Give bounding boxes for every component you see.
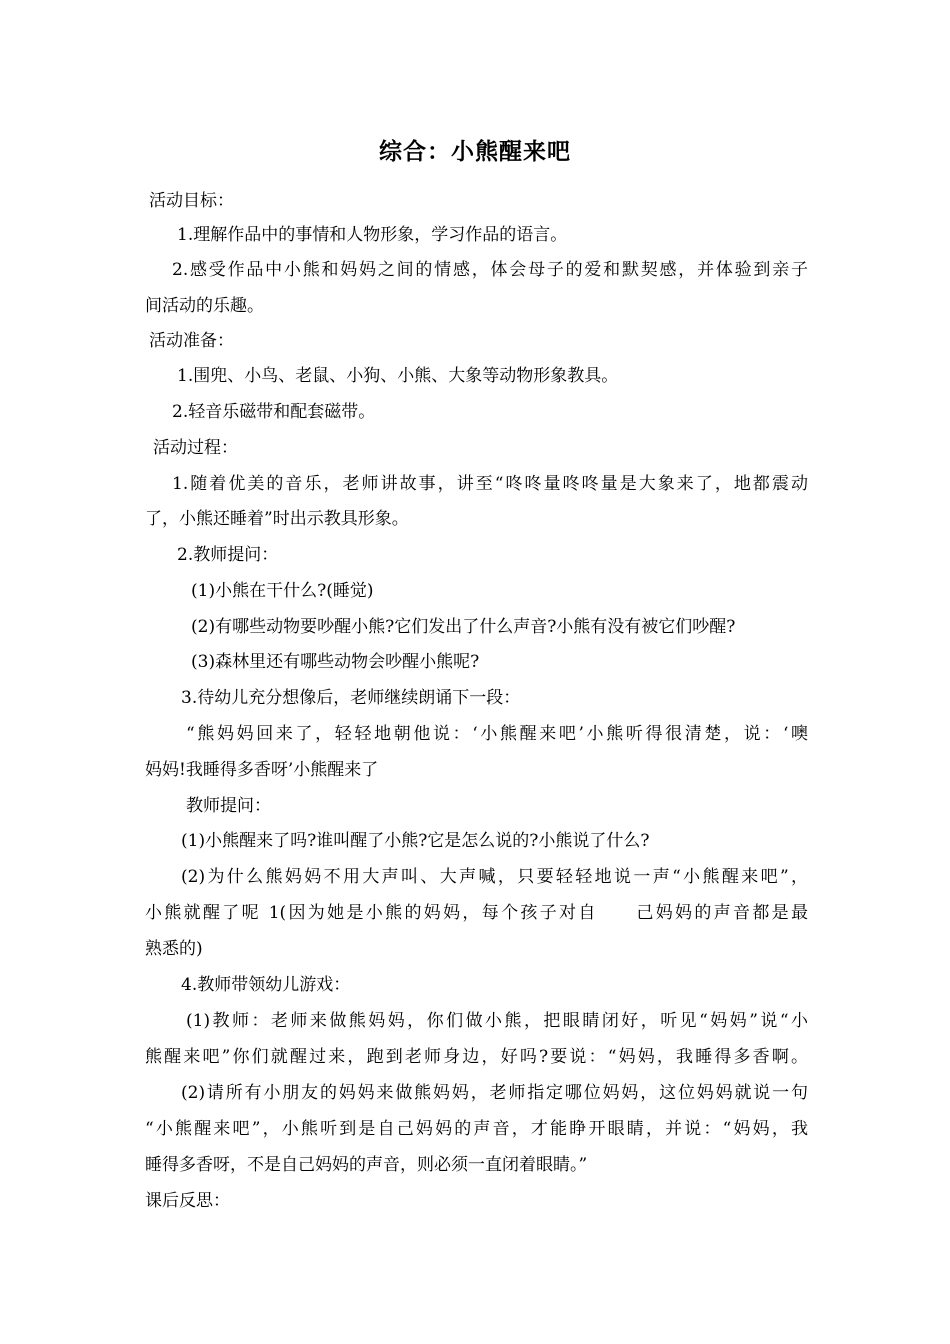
- paragraph-line: 1.围兜、小鸟、老鼠、小狗、小熊、大象等动物形象教具。: [177, 366, 619, 386]
- paragraph-line: 小熊就醒了呢 1(因为她是小熊的妈妈，每个孩子对自 己妈妈的声音都是最: [145, 903, 808, 923]
- section-heading-preparation: 活动准备：: [149, 331, 234, 351]
- paragraph-line: (2)为什么熊妈妈不用大声叫、大声喊，只要轻轻地说一声“小熊醒来吧”，: [181, 867, 808, 887]
- paragraph-line: 3.待幼儿充分想像后，老师继续朗诵下一段：: [181, 688, 521, 708]
- paragraph-line: 睡得多香呀，不是自己妈妈的声音，则必须一直闭着眼睛。”: [145, 1155, 588, 1175]
- paragraph-line: (1)小熊醒来了吗?谁叫醒了小熊?它是怎么说的?小熊说了什么?: [181, 831, 650, 851]
- paragraph-line: 熟悉的): [145, 939, 203, 959]
- paragraph-line: 2.轻音乐磁带和配套磁带。: [172, 402, 376, 422]
- paragraph-line: 2.教师提问：: [177, 545, 279, 565]
- paragraph-line: (1)小熊在干什么?(睡觉): [191, 581, 374, 601]
- paragraph-line: 4.教师带领幼儿游戏：: [181, 975, 351, 995]
- paragraph-line: 熊醒来吧”你们就醒过来，跑到老师身边，好吗?要说：“妈妈，我睡得多香啊。: [145, 1047, 808, 1067]
- paragraph-line: (1)教师：老师来做熊妈妈，你们做小熊，把眼睛闭好，听见“妈妈”说“小: [186, 1011, 808, 1031]
- paragraph-line: “小熊醒来吧”，小熊听到是自己妈妈的声音，才能睁开眼睛，并说：“妈妈，我: [145, 1119, 808, 1139]
- paragraph-line: 2.感受作品中小熊和妈妈之间的情感，体会母子的爱和默契感，并体验到亲子: [172, 260, 808, 280]
- section-heading-process: 活动过程：: [153, 438, 238, 458]
- paragraph-line: 1.理解作品中的事情和人物形象，学习作品的语言。: [177, 225, 568, 245]
- paragraph-line: 教师提问：: [186, 796, 271, 816]
- paragraph-line: 1.随着优美的音乐，老师讲故事，讲至“咚咚量咚咚量是大象来了，地都震动: [172, 474, 808, 494]
- paragraph-line: (3)森林里还有哪些动物会吵醒小熊呢?: [191, 652, 480, 672]
- paragraph-line: 妈妈!我睡得多香呀’小熊醒来了: [145, 760, 379, 780]
- paragraph-line: 间活动的乐趣。: [145, 296, 264, 316]
- section-heading-goals: 活动目标：: [149, 191, 234, 211]
- document-title: 综合：小熊醒来吧: [379, 139, 571, 165]
- paragraph-line: (2)有哪些动物要吵醒小熊?它们发出了什么声音?小熊有没有被它们吵醒?: [191, 617, 736, 637]
- section-heading-reflection: 课后反思：: [145, 1191, 230, 1211]
- paragraph-line: (2)请所有小朋友的妈妈来做熊妈妈，老师指定哪位妈妈，这位妈妈就说一句: [181, 1083, 808, 1103]
- paragraph-line: 了，小熊还睡着”时出示教具形象。: [145, 509, 409, 529]
- paragraph-line: “熊妈妈回来了，轻轻地朝他说：‘小熊醒来吧’小熊听得很清楚，说：‘噢: [186, 724, 808, 744]
